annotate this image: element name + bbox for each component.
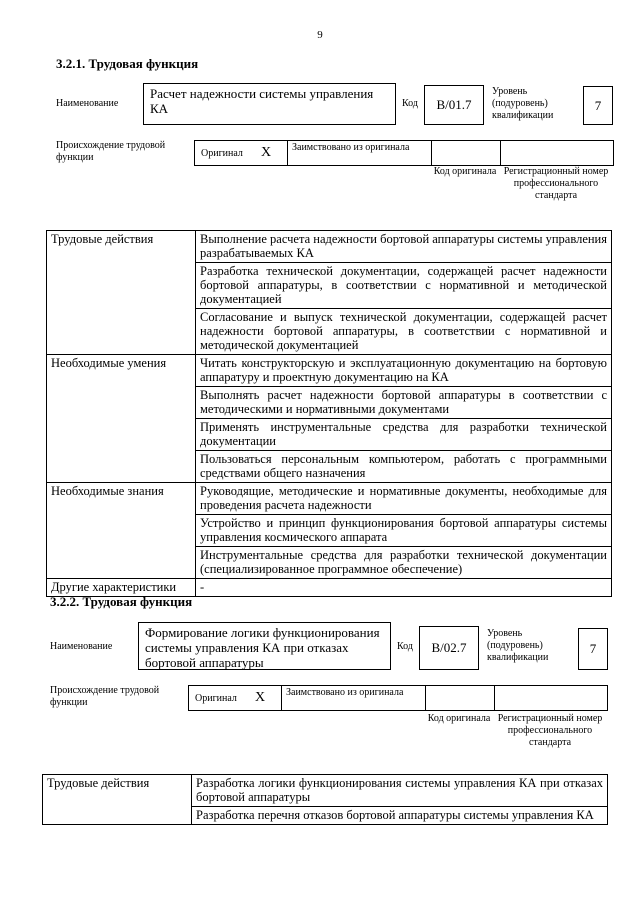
origin-code-caption: Код оригинала [433,166,497,177]
section-title: 3.2.1. Трудовая функция [56,56,199,71]
table-cell: Разработка технической документации, содержащей расчет надежности бортовой аппаратуры, в соответствии с нормативной и методической документацией [196,263,612,309]
origin-divider [431,141,432,165]
origin-table [194,140,614,166]
table-cell: Разработка перечня отказов бортовой аппаратуры системы управления КА [192,807,608,825]
origin-divider [425,686,426,710]
name-label: Наименование [50,641,113,652]
table-row [43,775,608,807]
section-title: 3.2.2. Трудовая функция [50,594,193,609]
origin-label: Происхождение трудовой функции [56,140,166,163]
function-code: B/02.7 [419,626,479,670]
name-label: Наименование [56,98,119,109]
level-value: 7 [578,628,608,670]
table-cell: Разработка логики функционирования системы управления КА при отказах бортовой аппаратуры [192,775,608,807]
level-label: Уровень (подуровень) квалификации [487,628,549,663]
origin-table [188,685,608,711]
level-value: 7 [583,86,613,125]
table-cell: Выполнение расчета надежности бортовой аппаратуры системы управления разрабатываемых КА [196,231,612,263]
function-table [42,774,608,825]
row-label: Трудовые действия [47,231,196,355]
origin-divider [281,686,282,710]
row-label: Необходимые умения [47,355,196,483]
row-label: Трудовые действия [43,775,192,825]
original-label: Оригинал [195,693,237,704]
table-cell: Выполнять расчет надежности бортовой аппаратуры в соответствии с методическими и нормативными документами [196,387,612,419]
table-cell: - [196,579,612,597]
code-label: Код [397,641,413,652]
row-label: Необходимые знания [47,483,196,579]
borrowed-label: Заимствовано из оригинала [292,142,410,153]
original-mark: X [255,690,266,705]
reg-number-caption: Регистрационный номер профессионального стандарта [497,713,603,748]
table-cell: Руководящие, методические и нормативные документы, необходимые для проведения расчета надежности [196,483,612,515]
borrowed-label: Заимствовано из оригинала [286,687,404,698]
table-cell: Инструментальные средства для разработки технической документации (специализированное программное обеспечение) [196,547,612,579]
level-label: Уровень (подуровень) квалификации [492,86,554,121]
table-cell: Согласование и выпуск технической документации, содержащей расчет надежности бортовой аппаратуры, в соответствии с нормативной и методической документацией [196,309,612,355]
row-label: Другие характеристики [47,579,196,597]
function-name: Формирование логики функционирования системы управления КА при отказах бортовой аппаратуры [138,622,391,670]
original-mark: X [261,145,272,160]
table-cell: Устройство и принцип функционирования бортовой аппаратуры системы управления космического аппарата [196,515,612,547]
page-number: 9 [317,29,323,41]
table-row [47,231,612,263]
table-cell: Читать конструкторскую и эксплуатационную документацию на бортовую аппаратуру и проектную документацию на КА [196,355,612,387]
function-table [46,230,612,597]
origin-divider [287,141,288,165]
function-code: B/01.7 [424,85,484,125]
origin-divider [500,141,501,165]
origin-code-caption: Код оригинала [427,713,491,724]
original-label: Оригинал [201,148,243,159]
table-cell: Пользоваться персональным компьютером, работать с программными средствами общего назначения [196,451,612,483]
reg-number-caption: Регистрационный номер профессионального стандарта [503,166,609,201]
function-name: Расчет надежности системы управления КА [143,83,396,125]
code-label: Код [402,98,418,109]
table-row [47,483,612,515]
origin-label: Происхождение трудовой функции [50,685,160,708]
origin-divider [494,686,495,710]
table-cell: Применять инструментальные средства для разработки технической документации [196,419,612,451]
table-row [47,355,612,387]
